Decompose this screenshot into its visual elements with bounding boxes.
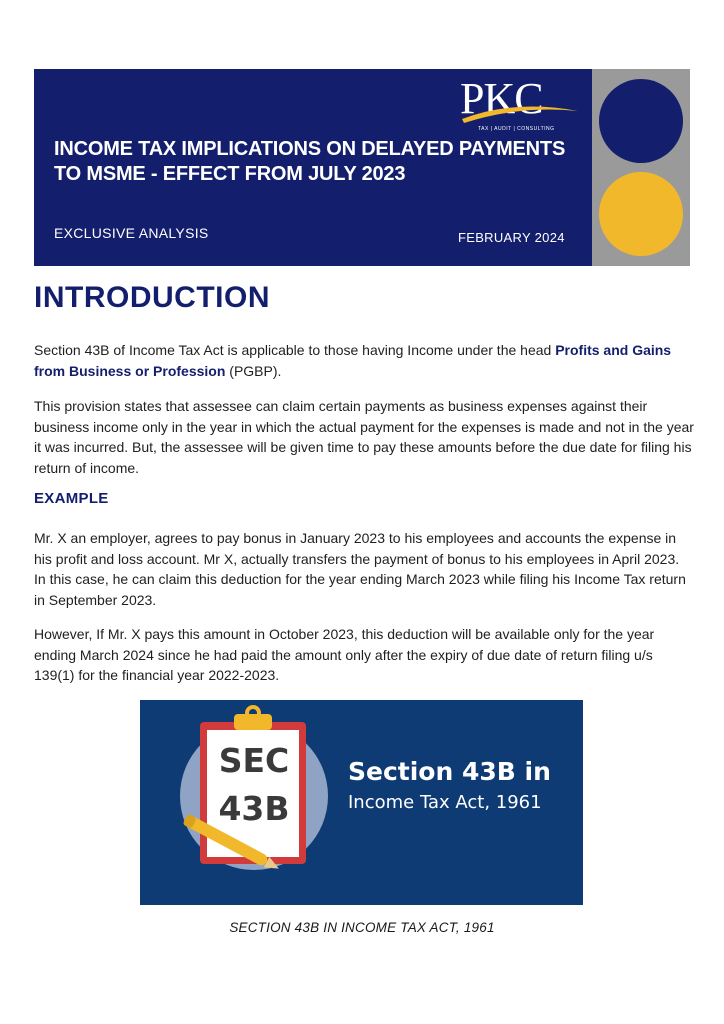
gold-circle-icon xyxy=(599,172,683,256)
document-date: FEBRUARY 2024 xyxy=(458,230,565,245)
pkc-logo xyxy=(460,74,580,133)
example-paragraph-1: Mr. X an employer, agrees to pay bonus in January 2023 to his employees and accounts the expense in his profit and loss account. Mr X, actually transfers the payment of bonus to his employees in April 2023. In this case, he can claim this deduction for the year ending March 2023 while filing his Income Tax return in September 2023. xyxy=(34,530,686,608)
logo-tagline: TAX | AUDIT | CONSULTING xyxy=(478,126,555,132)
document-tag: EXCLUSIVE ANALYSIS xyxy=(54,225,209,241)
figure-subtitle: Income Tax Act, 1961 xyxy=(348,792,542,813)
document-title: INCOME TAX IMPLICATIONS ON DELAYED PAYMENTS TO MSME - EFFECT FROM JULY 2023 xyxy=(54,138,566,185)
intro-paragraph-1 xyxy=(34,340,694,381)
logo-swoosh-icon xyxy=(460,74,580,133)
intro-p1-text: Section 43B of Income Tax Act is applicable to those having Income under the head xyxy=(34,342,556,358)
example-heading: EXAMPLE xyxy=(34,490,109,507)
figure-title: Section 43B in xyxy=(348,757,551,786)
clipboard-line-sec: SEC xyxy=(218,741,290,780)
intro-paragraph-2: This provision states that assessee can claim certain payments as business expenses against their business income only in the year in which the actual payment for the expenses is made and not in the year it was incurred. But, the assessee will be given time to pay these amounts before the due date for filing his return of income. xyxy=(34,398,694,476)
header-banner xyxy=(34,69,592,266)
pgbp-term: Profits and Gains from Business or Profession xyxy=(34,342,672,379)
figure-caption: SECTION 43B IN INCOME TAX ACT, 1961 xyxy=(229,920,495,935)
introduction-heading: INTRODUCTION xyxy=(34,281,270,314)
logo-text: PKC xyxy=(460,74,543,123)
clipboard-line-43b: 43B xyxy=(218,789,290,828)
navy-circle-icon xyxy=(599,79,683,163)
decorative-side-panel xyxy=(592,69,690,266)
example-paragraph-2: However, If Mr. X pays this amount in October 2023, this deduction will be available only for the year ending March 2024 since he had paid the amount only after the expiry of due date of return filing u/s 139(1) for the financial year 2022-2023. xyxy=(34,626,655,683)
intro-p1-suffix: (PGBP). xyxy=(225,362,282,379)
section-43b-figure xyxy=(140,700,583,905)
